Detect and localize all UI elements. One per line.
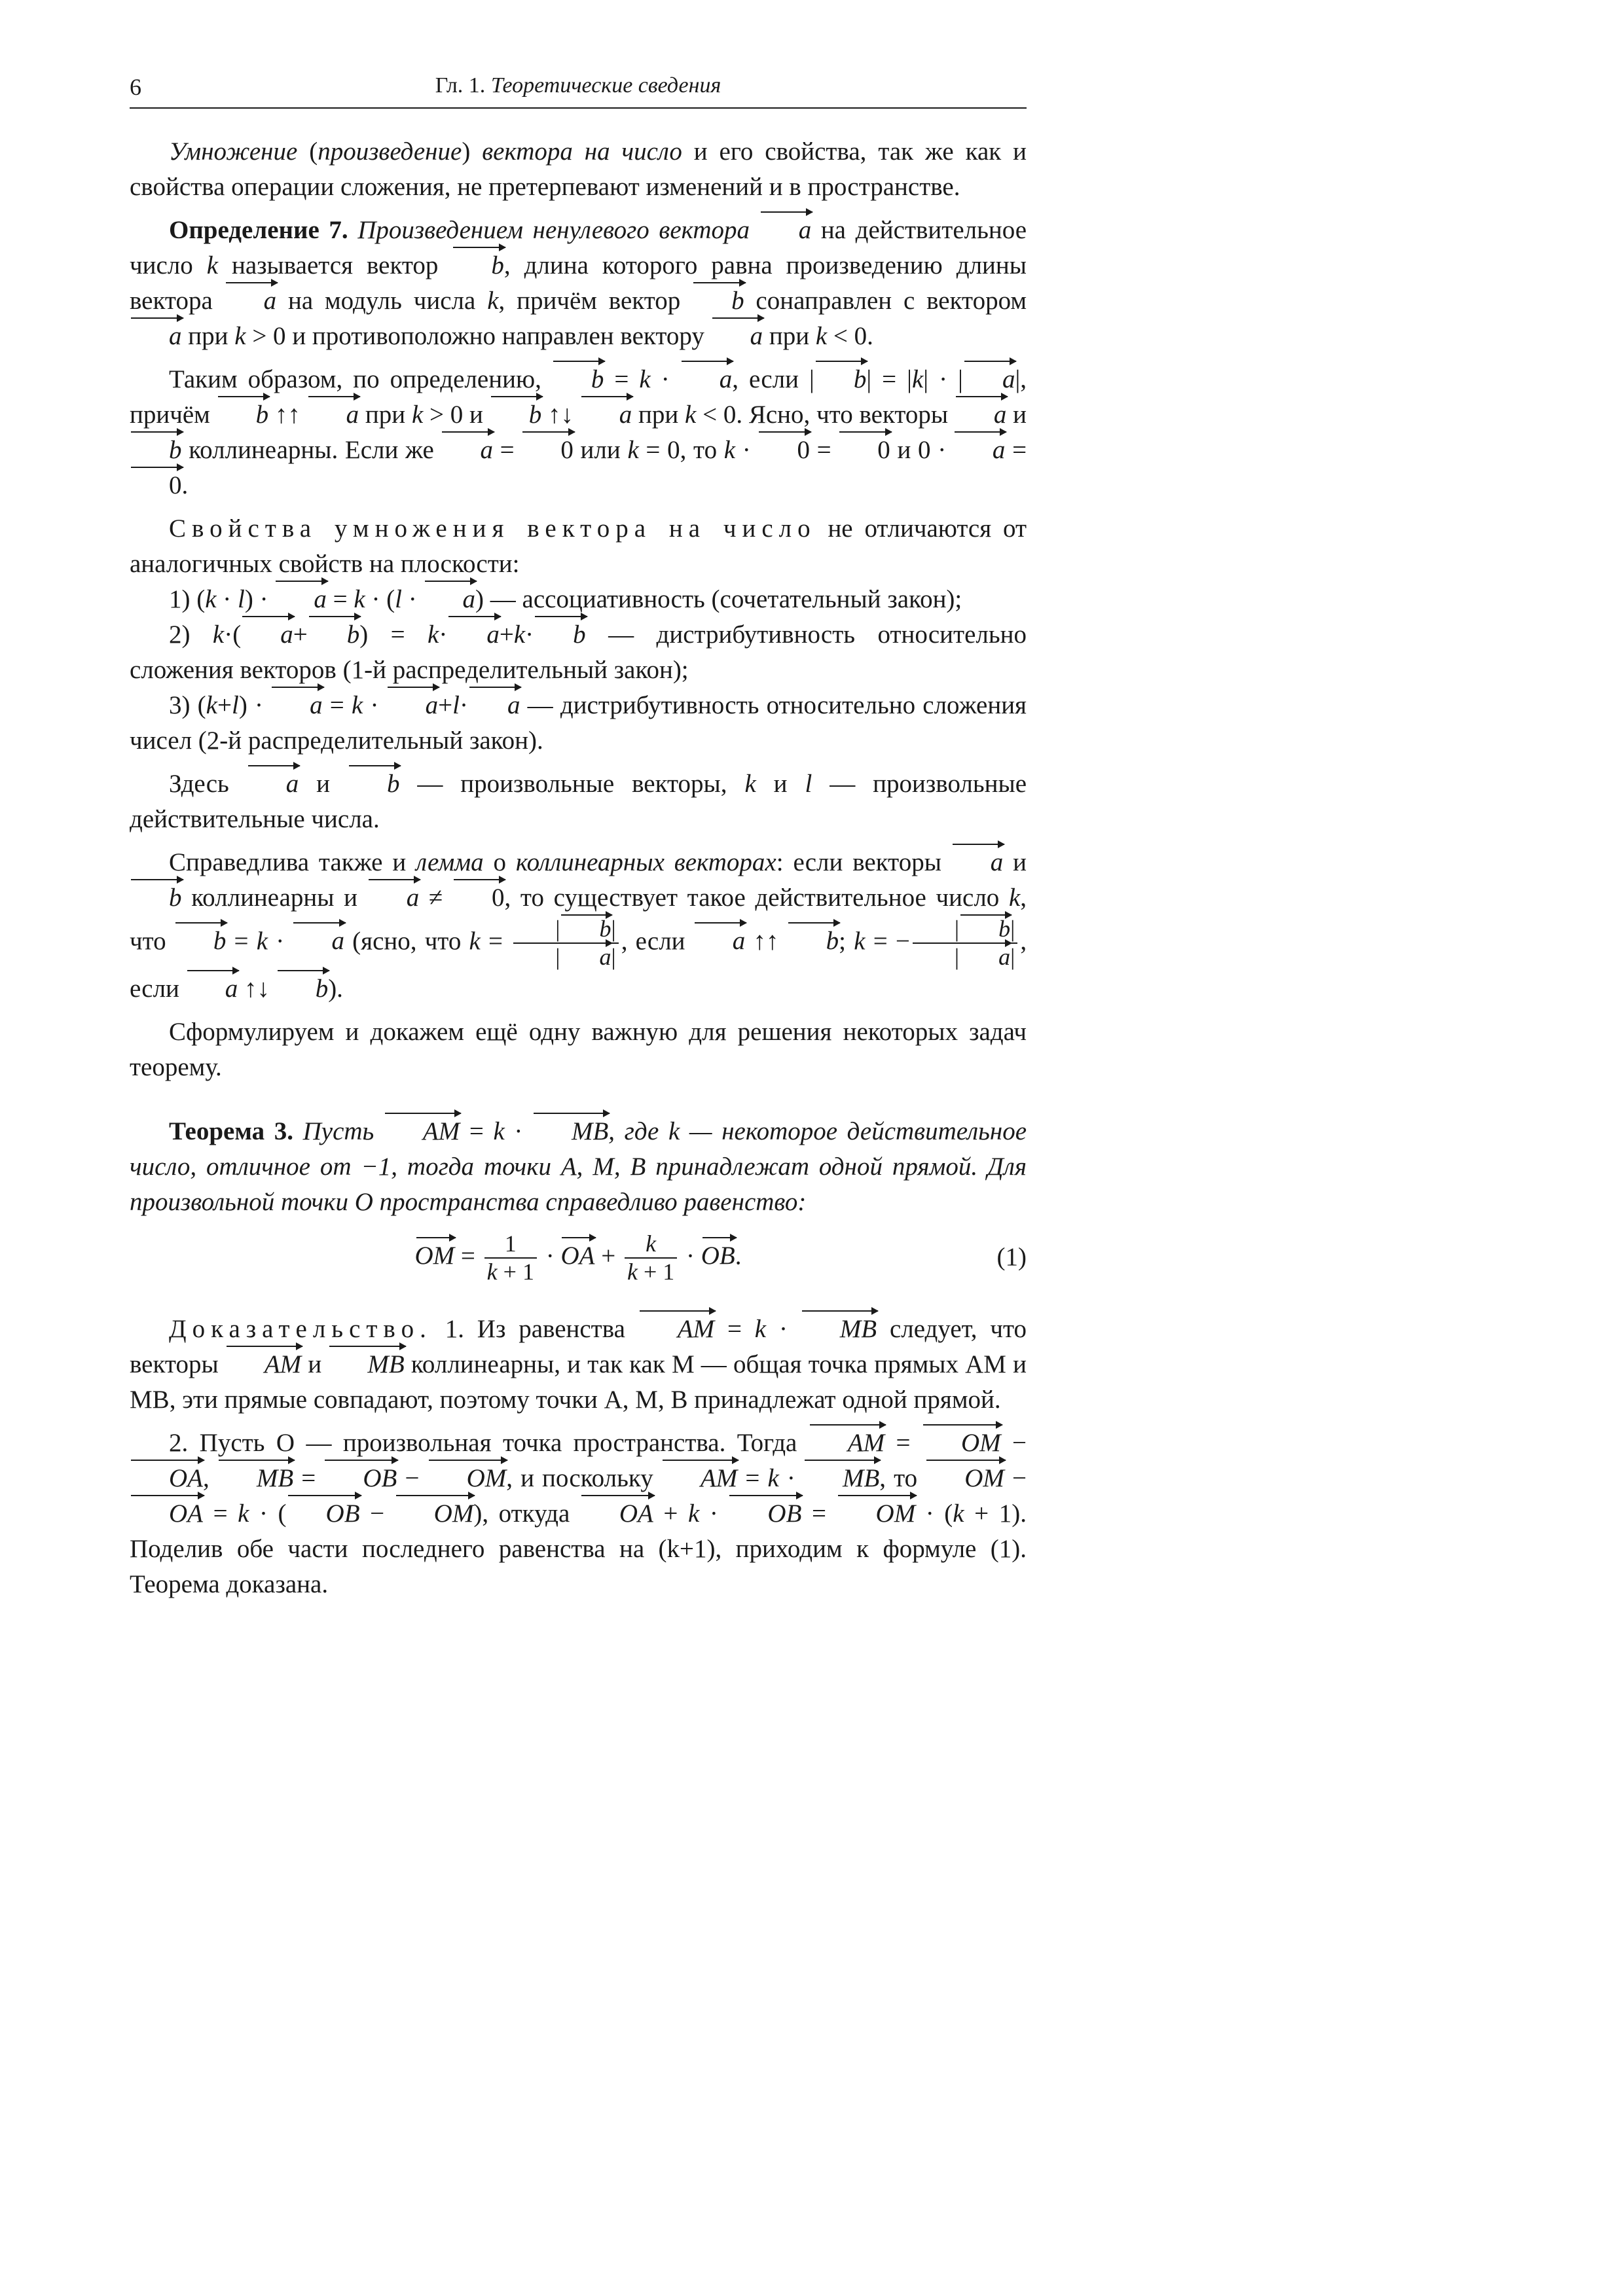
paragraph-intro: Умножение (произведение) вектора на число и его свойства, так же как и свойства операции сложения, не претерпевают изменений и в пространстве. (130, 137, 1027, 201)
property-text: — ассоциативность (сочетательный закон); (490, 585, 962, 613)
lemma-text: , если (621, 927, 685, 956)
here-text: — произвольные векторы, (417, 770, 727, 798)
thus-text: при (638, 401, 679, 429)
thus-text: . Ясно, что векторы (736, 401, 949, 429)
thus-text: и (469, 401, 483, 429)
theorem-text: — некоторое действительное число, отличное от −1, тогда точки A, M, B принадлежат одной прямой. Для произвольной точки O пространства справедливо равенство: (130, 1117, 1027, 1216)
intro-term: Умножение (169, 137, 298, 166)
proof-part-2: 2. Пусть O — произвольная точка пространства. Тогда AM = OM − OA, MB = OB − OM, и поскольку AM = k · MB, то OM − OA = k · ( OB − OM), откуда OA + k · OB = OM · (k + 1). Поделив обе части последнего равенства на (k+1), приходим к формуле (1). Теорема доказана. (130, 1426, 1027, 1602)
lemma-term: лемма (416, 848, 484, 876)
def-text: сонаправлен с вектором (756, 287, 1027, 315)
intro-term-alt: произведение (318, 137, 462, 166)
running-title (130, 73, 1027, 98)
properties-text: не отличаются от аналогичных свойств на плоскости: (130, 514, 1027, 578)
running-title-name: Теоретические сведения (490, 73, 721, 98)
property-1: 1) (k · l) · a = k · (l · a) — ассоциативность (сочетательный закон); (130, 582, 1027, 617)
thus-text: Таким образом, по определению, (169, 365, 541, 393)
definition-term: Произведением ненулевого вектора (357, 216, 750, 244)
def-text: называется вектор (231, 251, 439, 279)
property-2: 2) k·( a+ b) = k· a+k· b — дистрибутивность относительно сложения векторов (1-й распределительный закон); (130, 617, 1027, 688)
thus-text: , если (732, 365, 799, 393)
equation-number: (1) (996, 1242, 1027, 1271)
here-text: — произвольные действительные числа. (130, 770, 1027, 833)
equation-1-math: OM = $\frac{1}{k + 1}$ · OA + $\frac{k}{k + 1}$ · OB. (414, 1230, 742, 1285)
main-text (130, 134, 1027, 1602)
equation-1 (130, 1224, 1027, 1289)
paragraph-properties (130, 511, 1027, 582)
here-text: и (773, 770, 788, 798)
def-text: , длина которого равна произведению длины вектора (130, 251, 1027, 315)
proof-text: следует, что векторы (130, 1314, 1027, 1378)
lemma-text: о (493, 848, 507, 876)
def-text: , причём вектор (498, 287, 681, 315)
lemma-text: что (130, 927, 166, 956)
def-text: на действительное число (130, 216, 1027, 279)
thus-text: коллинеарны. Если же (189, 436, 434, 464)
properties-spaced-heading: Свойства умножения вектора на число (169, 514, 816, 543)
intro-text: и его свойства, так же как и свойства операции сложения, не претерпевают изменений и в пространстве. (130, 137, 1027, 201)
here-text: и (316, 770, 331, 798)
definition-7: Определение 7. Произведением ненулевого вектора a на действительное число k называется вектор b, длина которого равна произведению длины вектора a на модуль числа k, причём вектор b сонаправлен с вектором a при k > 0 и противоположно направлен вектору a при k < 0. (130, 213, 1027, 354)
def-text: при (769, 322, 810, 350)
theorem-text: Пусть (302, 1117, 374, 1145)
thus-text: , причём (130, 365, 1027, 429)
intro-term-object: вектора на число (482, 137, 682, 166)
header-rule (130, 107, 1027, 109)
lemma-text: : если векторы (776, 848, 941, 876)
theorem-3: Теорема 3. Пусть AM = k · MB, где k — некоторое действительное число, отличное от −1, тогда точки A, M, B принадлежат одной прямой. Для произвольной точки O пространства справедливо равенство: (130, 1114, 1027, 1220)
lemma-text: и (1013, 848, 1027, 876)
def-text: при (188, 322, 228, 350)
proof-text: 1. Из равенства (445, 1314, 625, 1343)
property-3: 3) (k+l) · a = k · a+l· a — дистрибутивность относительно сложения чисел (2-й распределительный закон). (130, 688, 1027, 759)
def-text: на модуль числа (287, 287, 476, 315)
paragraph-formulate (130, 1014, 1027, 1085)
proof-text: и (308, 1350, 322, 1378)
paragraph-here: Здесь a и b — произвольные векторы, k и l — произвольные действительные числа. (130, 766, 1027, 837)
proof-part-1: Доказательство. 1. Из равенства AM = k · MB следует, что векторы AM и MB коллинеарны, и так как M — общая точка прямых AM и MB, эти прямые совпадают, поэтому точки A, M, B принадлежат одной прямой. (130, 1312, 1027, 1418)
lemma-term: коллинеарных векторах (515, 848, 776, 876)
lemma-text: если (130, 974, 179, 1003)
lemma-text: коллинеарны и (191, 884, 358, 912)
thus-text: и (897, 436, 911, 464)
proof-text: . Поделив обе части последнего равенства на (k+1), приходим к формуле (1). Теорема доказана. (130, 1499, 1027, 1598)
lemma-text: , то существует такое действительное число (504, 884, 1000, 912)
thus-text: и (1013, 401, 1027, 429)
paragraph-lemma: Справедлива также и лемма о коллинеарных векторах: если векторы a и b коллинеарны и a ≠ 0, то существует такое действительное число k, что b = k · a (ясно, что k = $\frac{| b|}{| a|}$ , если a ↑↑ b; k = − $\frac{| b|}{| a|}$ , если a ↑↓ b). (130, 845, 1027, 1007)
property-text: — дистрибутивность относительно сложения чисел (2-й распределительный закон). (130, 691, 1027, 755)
proof-text: , то (879, 1463, 918, 1492)
proof-text: 2. Пусть O — произвольная точка пространства. Тогда (169, 1428, 797, 1457)
definition-label: Определение 7. (169, 216, 348, 244)
paragraph-thus: Таким образом, по определению, b = k · a, если | b| = |k| · | a|, причём b ↑↑ a при k > 0 и b ↑↓ a при k < 0. Ясно, что векторы a и b коллинеарны. Если же a = 0 или k = 0, то k · 0 = 0 и 0 · a = 0. (130, 362, 1027, 503)
proof-text: коллинеарны, и так как M — общая точка прямых AM и MB, эти прямые совпадают, поэтому точки A, M, B принадлежат одной прямой. (130, 1350, 1027, 1414)
property-text: — дистрибутивность относительно сложения векторов (1-й распределительный закон); (130, 620, 1027, 684)
thus-text: , то (680, 436, 718, 464)
theorem-label: Теорема 3. (169, 1117, 293, 1145)
proof-text: , и поскольку (506, 1463, 653, 1492)
proof-text: , откуда (482, 1499, 570, 1528)
running-title-chapter: Гл. 1. (435, 73, 486, 98)
here-text: Здесь (169, 770, 229, 798)
page-number: 6 (130, 74, 141, 100)
proof-heading: Доказательство. (169, 1314, 432, 1343)
theorem-text: , где (608, 1117, 659, 1145)
def-text: и противоположно направлен вектору (292, 322, 704, 350)
formulate-text: Сформулируем и докажем ещё одну важную для решения некоторых задач теорему. (130, 1017, 1027, 1081)
lemma-text: Справедлива также и (169, 848, 407, 876)
lemma-text: (ясно, что (352, 927, 462, 956)
page-header (130, 73, 1027, 107)
thus-text: или (580, 436, 621, 464)
thus-text: при (365, 401, 406, 429)
